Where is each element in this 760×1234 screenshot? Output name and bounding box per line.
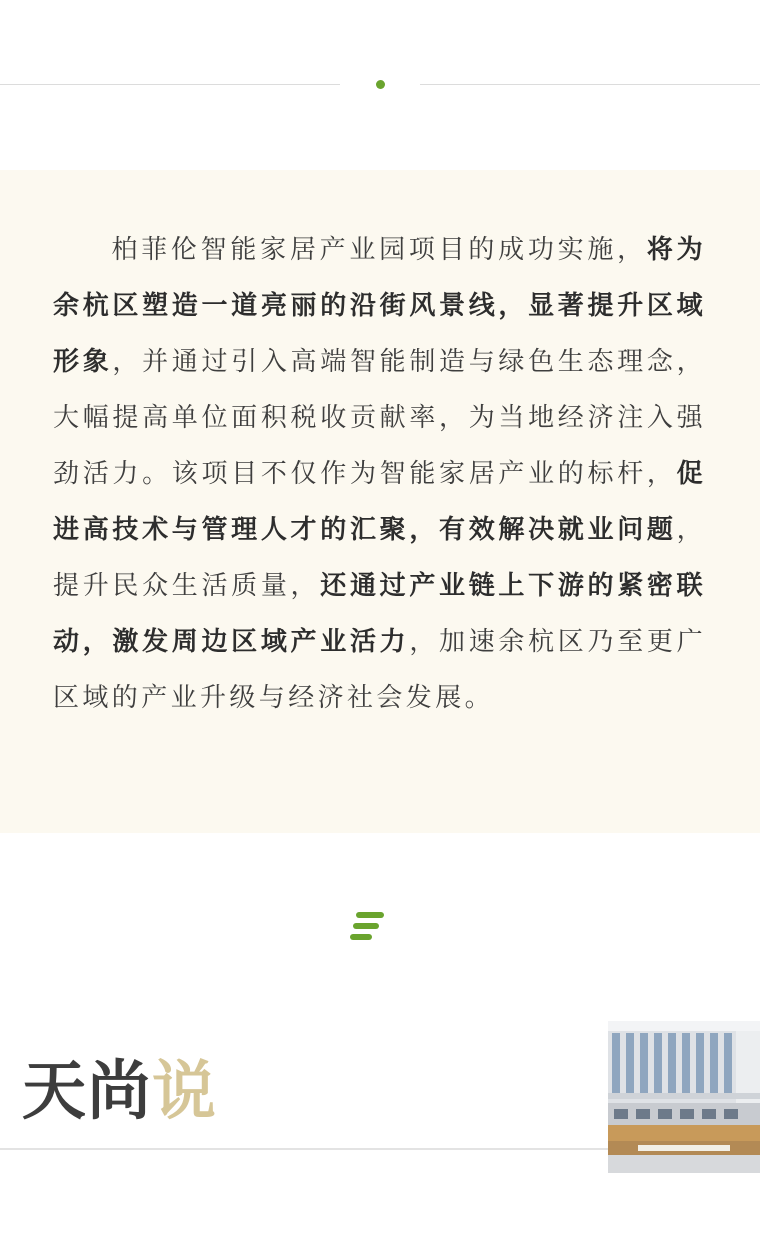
top-divider [0,84,760,86]
intro-segment: 柏菲伦智能家居产业园项目的成功实施， [111,235,647,265]
intro-segment: ，并通过引入高端智能制造与绿色生态理念，大幅提高单位面积税收贡献率，为当地经济注入强劲活力。该项目不仅作为智能家居产业的标杆， [53,347,706,489]
section-heading [22,1052,217,1132]
intro-segment-bold: 还通过产业链上下游的紧密联动，激发周边区域产业活力 [53,571,707,657]
menu-line [353,923,379,929]
section-underline [0,1148,610,1150]
building-photo [608,1021,760,1173]
menu-line [350,934,372,940]
section-heading-accent: 说 [152,1055,217,1129]
divider-line-right [420,84,760,85]
intro-segment: ，提升民众生活质量， [53,515,706,601]
intro-segment-bold: 将为余杭区塑造一道亮丽的沿街风景线，显著提升区域形象 [53,235,706,377]
intro-segment-bold: 促进高技术与管理人才的汇聚，有效解决就业问题 [53,459,706,545]
dot-icon [376,80,385,89]
building-illustration [608,1021,760,1173]
divider-line-left [0,84,340,85]
menu-line [356,912,384,918]
menu-lines-icon [350,912,386,942]
intro-paragraph [53,222,706,726]
section-heading-main: 天尚 [22,1055,152,1129]
intro-segment: ，加速余杭区乃至更广区域的产业升级与经济社会发展。 [53,627,706,713]
